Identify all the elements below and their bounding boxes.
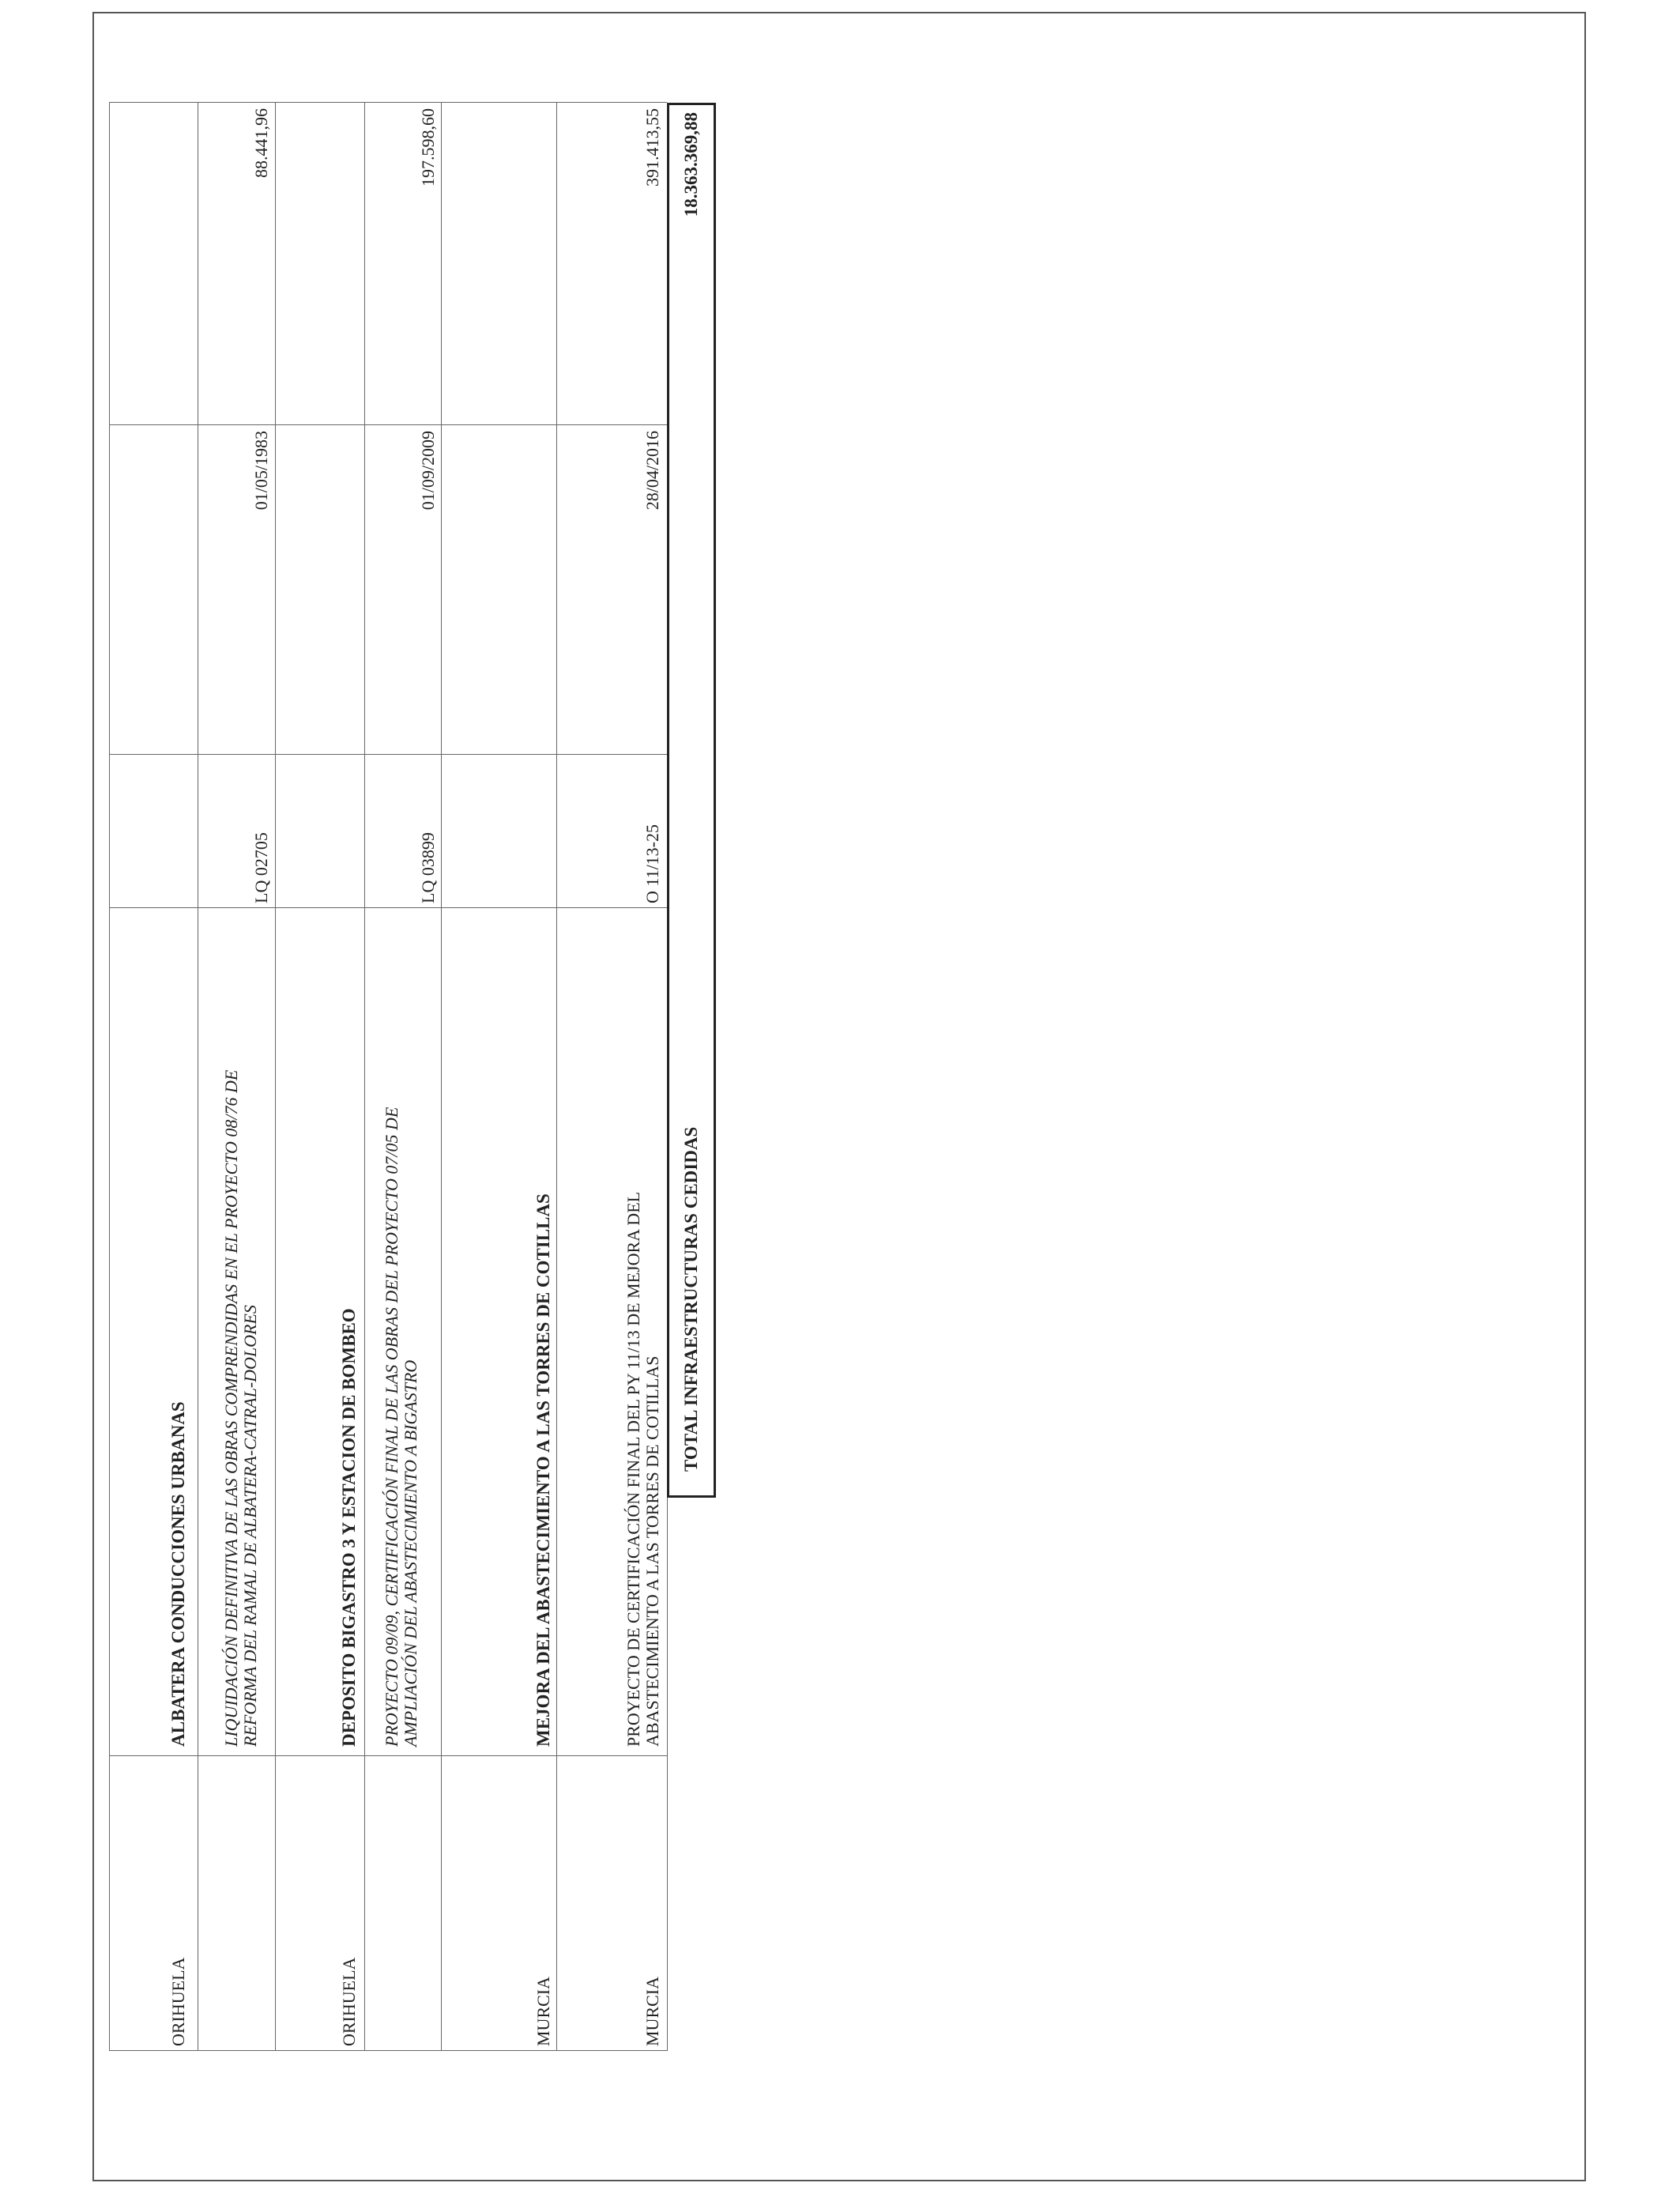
municipio-cell: MURCIA [533, 1976, 553, 2046]
description-line: PROYECTO 09/09, CERTIFICACIÓN FINAL DE LAS OBRAS DEL PROYECTO 07/05 DE [382, 1106, 401, 1747]
amount-cell: 88.441,96 [251, 108, 271, 178]
description-line: ABASTECIMIENTO A LAS TORRES DE COTILLAS [642, 1355, 662, 1747]
description-line: AMPLIACIÓN DEL ABASTECIMIENTO A BIGASTRO [401, 1359, 420, 1747]
date-cell: 01/09/2009 [418, 431, 438, 511]
reference-cell: LQ 02705 [251, 832, 271, 903]
total-box [667, 103, 716, 1498]
total-amount: 18.363.369,88 [681, 112, 701, 217]
description-line: REFORMA DEL RAMAL DE ALBATERA-CATRAL-DOLORES [240, 1305, 260, 1747]
amount-cell: 197.598,60 [418, 108, 438, 187]
municipio-cell: ORIHUELA [339, 1957, 359, 2046]
section-title: ALBATERA CONDUCCIONES URBANAS [168, 1401, 188, 1747]
section-title: MEJORA DEL ABASTECIMIENTO A LAS TORRES DE COTILLAS [533, 1193, 553, 1747]
description-line: PROYECTO DE CERTIFICACIÓN FINAL DEL PY 11/13 DE MEJORA DEL [623, 1191, 643, 1747]
amount-cell: 391.413,55 [642, 108, 662, 187]
date-cell: 28/04/2016 [642, 431, 662, 511]
municipio-cell: ORIHUELA [168, 1957, 188, 2046]
reference-cell: LQ 03899 [418, 832, 438, 903]
description-line: LIQUIDACIÓN DEFINITIVA DE LAS OBRAS COMPRENDIDAS EN EL PROYECTO 08/76 DE [221, 1069, 241, 1747]
reference-cell: O 11/13-25 [642, 824, 662, 903]
date-cell: 01/05/1983 [251, 431, 271, 511]
total-label: TOTAL INFRAESTRUCTURAS CEDIDAS [681, 1126, 701, 1472]
section-title: DEPOSITO BIGASTRO 3 Y ESTACION DE BOMBEO [339, 1308, 359, 1747]
infrastructure-table [109, 103, 722, 2051]
municipio-cell: MURCIA [642, 1976, 662, 2046]
